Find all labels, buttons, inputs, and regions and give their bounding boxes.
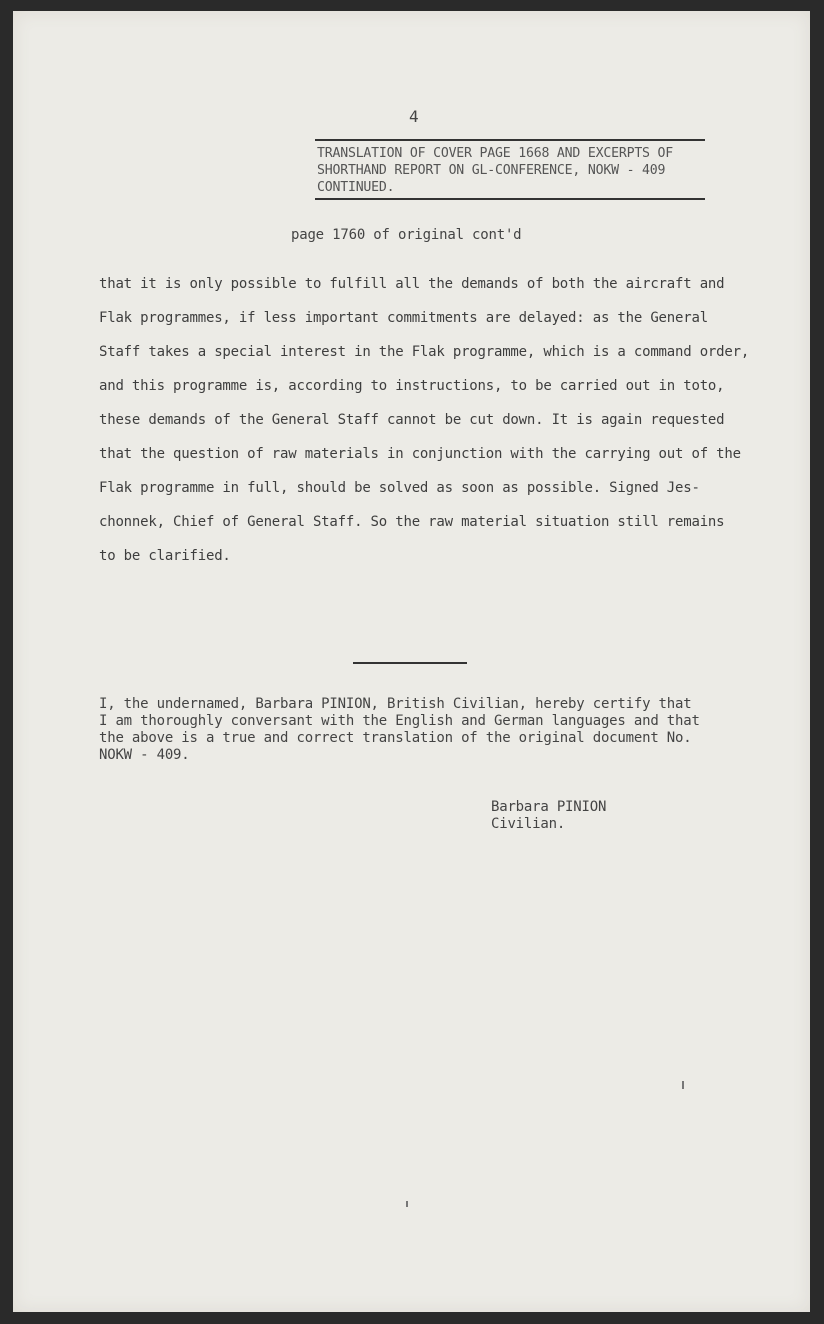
body-line: these demands of the General Staff cannot be cut down. It is again requested [99,412,725,428]
body-text [99,273,759,579]
header-line: SHORTHAND REPORT ON GL-CONFERENCE, NOKW - 409 [317,163,666,178]
body-line: and this programme is, according to instructions, to be carried out in toto, [99,378,725,394]
body-line: that it is only possible to fulfill all the demands of both the aircraft and [99,276,725,292]
body-line: that the question of raw materials in conjunction with the carrying out of the [99,446,741,462]
certification-statement [99,696,779,764]
section-divider [353,662,467,664]
body-line: Flak programme in full, should be solved as soon as possible. Signed Jes- [99,480,700,496]
header-line: CONTINUED. [317,180,395,195]
body-line: to be clarified. [99,548,231,564]
certification-line: I, the undernamed, Barbara PINION, British Civilian, hereby certify that [99,696,692,712]
body-line: Staff takes a special interest in the Flak programme, which is a command order, [99,344,750,360]
paper-mark [406,1201,408,1207]
body-line: chonnek, Chief of General Staff. So the raw material situation still remains [99,514,725,530]
certification-line: NOKW - 409. [99,747,190,763]
page-reference: page 1760 of original cont'd [291,227,522,243]
document-header [315,139,705,200]
signatory-name: Barbara PINION [491,799,607,815]
page-number: 4 [409,107,419,126]
paper-mark [682,1081,684,1089]
certification-line: I am thoroughly conversant with the English and German languages and that [99,713,700,729]
body-line: Flak programmes, if less important commitments are delayed: as the General [99,310,708,326]
signatory-title: Civilian. [491,816,566,832]
header-line: TRANSLATION OF COVER PAGE 1668 AND EXCERPTS OF [317,146,674,161]
signature-block [491,799,606,833]
document-page [13,11,810,1312]
certification-line: the above is a true and correct translation of the original document No. [99,730,692,746]
